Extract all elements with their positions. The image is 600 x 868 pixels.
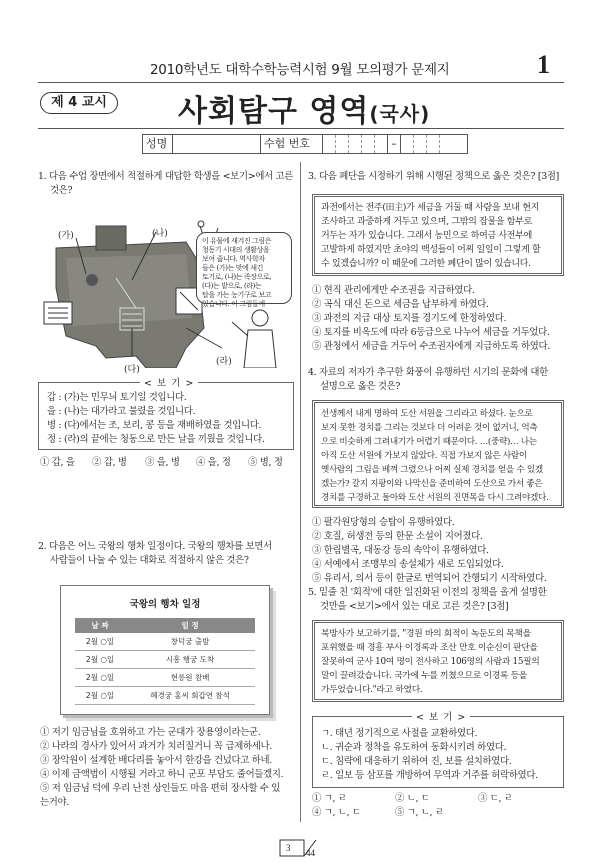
- q5-stem: [308, 586, 546, 614]
- passage-line: 과전에서는 전주(田主)가 세금을 거둘 때 사람을 보내 현지: [321, 203, 540, 213]
- name-label: 성명: [143, 135, 173, 153]
- schedule-event: 창덕궁 출발: [125, 633, 255, 651]
- bogi-item: 정 : (라)의 끝에는 청동으로 만든 날을 끼웠을 것입니다.: [47, 434, 265, 445]
- q4-stem-line: 설명으로 옳은 것은?: [320, 381, 401, 392]
- q5-option-1[interactable]: ① ㄱ, ㄹ: [312, 793, 347, 804]
- bubble-line: 청동기 시대의 생활상을: [202, 246, 270, 254]
- schedule-header-date: 날 짜: [75, 618, 125, 633]
- table-row: [75, 651, 255, 669]
- bubble-line: 탑을 가는 농기구로 보고: [202, 291, 272, 299]
- q3-stem-line: 3. 다음 폐단을 시정하기 위해 시행된 정책으로 옳은 것은? [3점]: [308, 171, 559, 182]
- bubble-line: (다)는 밭으로, (라)는: [202, 282, 262, 290]
- table-row: [75, 687, 255, 705]
- table-row: [75, 669, 255, 687]
- bogi-item: 병 : (다)에서는 조, 보리, 콩 등을 재배하였을 것입니다.: [47, 420, 262, 431]
- q4-stem: [308, 366, 548, 394]
- q1-bogi-box: [38, 382, 294, 450]
- bogi-item: ㄹ. 일보 등 삼포를 개방하여 무역과 거주를 허락하였다.: [321, 770, 538, 781]
- passage-line: 조사하고 과중하게 거두고 있으며, 그밖의 잡물을 함부로: [321, 217, 532, 227]
- q5-option-5[interactable]: ⑤ ㄱ, ㄴ, ㄹ: [395, 807, 444, 818]
- royal-schedule-card: [60, 585, 270, 715]
- passage-line: 경치를 구경하고 돌아와 도산 서원의 진면목을 다시 그려야겠다.: [321, 493, 549, 503]
- id-digit-slot[interactable]: [323, 135, 336, 153]
- q5-passage-box: [312, 620, 564, 702]
- q3-options: [312, 284, 550, 354]
- name-field[interactable]: [173, 135, 261, 153]
- subject-main: 사회탐구 영역: [178, 94, 370, 129]
- id-digit-slot[interactable]: [401, 135, 414, 153]
- bogi-item: ㄴ. 귀순과 정착을 유도하여 동화시키려 하였다.: [321, 742, 507, 753]
- q3-option-5[interactable]: ⑤ 관청에서 세금을 거두어 수조권자에게 지급하도록 하였다.: [312, 341, 550, 352]
- q1-option-3[interactable]: ③ 을, 병: [145, 457, 180, 468]
- page-number: 1: [537, 50, 550, 79]
- q2-option-3[interactable]: ③ 장악원이 설계한 배다리를 놓아서 한강을 건넜다고 하네.: [40, 755, 272, 766]
- id-digit-slot[interactable]: [336, 135, 349, 153]
- q4-stem-line: 4. 자료의 저자가 추구한 화풍이 유행하던 시기의 문화에 대한: [308, 367, 548, 378]
- q5-bogi-title: < 보 기 >: [412, 709, 470, 723]
- passage-line: 거두는 자가 있습니다. 그래서 농민으로 하여금 사전부에: [321, 231, 532, 241]
- schedule-date: 2월 ○일: [75, 651, 125, 669]
- bogi-item: 을 : (나)는 대가라고 불렸을 것입니다.: [47, 406, 196, 417]
- passage-line: 잘못하여 군사 10여 명이 전사하고 106명의 사람과 15필의: [321, 657, 540, 667]
- bogi-item: ㄱ. 태년 정기적으로 사절을 교환하였다.: [321, 728, 478, 739]
- q5-option-3[interactable]: ③ ㄷ, ㄹ: [478, 793, 513, 804]
- exam-title: 2010학년도 대학수학능력시험 9월 모의평가 문제지: [150, 62, 450, 78]
- schedule-date: 2월 ○일: [75, 669, 125, 687]
- label-ra: (라): [216, 357, 232, 367]
- id-label: 수험 번호: [261, 135, 323, 153]
- q2-option-1[interactable]: ① 저기 임금님을 호위하고 가는 군대가 장용영이라는군.: [40, 727, 261, 738]
- bubble-line: 들은 (가)는 맞에 새긴: [202, 264, 264, 272]
- q1-option-2[interactable]: ② 갑, 병: [92, 457, 127, 468]
- passage-line: 수 있겠습니까? 이 때문에 그러한 폐단이 많이 있습니다.: [321, 259, 531, 269]
- schedule-table: [75, 618, 255, 705]
- q4-option-3[interactable]: ③ 한림별곡, 대동강 등의 속악이 유행하였다.: [312, 545, 489, 556]
- schedule-date: 2월 ○일: [75, 633, 125, 651]
- q1-stem-line: 것은?: [50, 185, 73, 196]
- passage-line: 보지 못한 경치를 그리는 것보다 더 어려운 것이 없거니, 억측: [321, 423, 538, 433]
- q5-bogi-box: [312, 716, 564, 788]
- q4-passage-box: [312, 400, 564, 508]
- schedule-date: 2월 ○일: [75, 687, 125, 705]
- id-digit-slot[interactable]: [427, 135, 440, 153]
- schedule-header-event: 일 정: [125, 618, 255, 633]
- q2-stem-line: 2. 다음은 어느 국왕의 행차 일정이다. 국왕의 행차를 보면서: [38, 541, 272, 552]
- passage-line: 말이 끌려갔습니다. 국가에 누를 끼쳤으므로 이경록 등을: [321, 671, 528, 681]
- session-badge: 제 4 교시: [40, 92, 118, 114]
- teacher-speech-bubble: [196, 232, 292, 308]
- q1-stem: [38, 170, 296, 198]
- passage-line: 선생께서 내게 명하여 도산 서원을 그리라고 하셨다. 눈으로: [321, 409, 533, 419]
- passage-line: 아직 도산 서원에 가보지 않았다. 직접 가보지 않은 사람이: [321, 451, 527, 461]
- bogi-item: ㄷ. 침략에 대응하기 위하여 진, 보를 설치하였다.: [321, 756, 512, 767]
- q5-stem-line: 5. 밑줄 친 '회적'에 대한 일진화된 이전의 정책을 올게 설명한: [308, 587, 547, 598]
- id-digit-slot[interactable]: [440, 135, 453, 153]
- q3-option-2[interactable]: ② 곡식 대신 돈으로 세금을 납부하게 하였다.: [312, 299, 489, 310]
- q3-option-4[interactable]: ④ 토지를 비옥도에 따라 6등급으로 나누어 세금을 거두었다.: [312, 327, 550, 338]
- q1-stem-line: 1. 다음 수업 장면에서 적절하게 대답한 학생을 <보기>에서 고른: [38, 171, 294, 182]
- passage-line: 겠는가? 갈지 지팡이와 나막신을 준비하여 도산으로 가서 좋은: [321, 479, 543, 489]
- q2-option-2[interactable]: ② 나라의 경사가 있어서 과거가 치러질거니 꼭 급제하세나.: [40, 741, 272, 752]
- header-rule: [38, 128, 564, 129]
- id-digit-slot[interactable]: [349, 135, 362, 153]
- passage-line: 포위했을 때 경흥 부사 이경록과 조산 만호 이순신이 판단을: [321, 643, 538, 653]
- q3-stem: [308, 170, 559, 184]
- id-digit-slot[interactable]: [362, 135, 375, 153]
- passage-line: 북방사가 보고하기를, "경원 바의 회적이 녹둔도의 목책을: [321, 629, 531, 639]
- q4-option-5[interactable]: ⑤ 유리서, 의서 등이 한글로 번역되어 간행되기 시작하였다.: [312, 573, 547, 584]
- q1-option-1[interactable]: ① 갑, 을: [40, 457, 75, 468]
- q1-option-4[interactable]: ④ 을, 정: [196, 457, 231, 468]
- q4-options: [312, 516, 547, 586]
- passage-line: 고발하게 하였지만 초야의 백성들이 어찌 일일이 그렇게 할: [321, 245, 541, 255]
- q3-option-1[interactable]: ① 현직 관리에게만 수조권을 지급하였다.: [312, 285, 475, 296]
- bubble-line: 보여 줍니다. 역사학자: [202, 255, 265, 263]
- schedule-event: 현릉원 참배: [125, 669, 255, 687]
- q2-stem-line: 사람들이 나눌 수 있는 대화로 적절하지 않은 것은?: [50, 555, 249, 566]
- q2-option-5-cont: 는거야.: [40, 797, 69, 808]
- bogi-item: 갑 : (가)는 민무늬 토기일 것입니다.: [47, 392, 187, 403]
- schedule-title: 국왕의 행차 일정: [129, 599, 201, 610]
- label-da: (다): [124, 365, 140, 375]
- q2-option-4[interactable]: ④ 이제 금액법이 시행될 거라고 하니 군포 부담도 줄어들겠지.: [40, 769, 284, 780]
- q3-option-3[interactable]: ③ 과전의 지급 대상 토지를 경기도에 한정하였다.: [312, 313, 507, 324]
- page-indicator: [260, 838, 340, 860]
- q4-option-2[interactable]: ② 호질, 허생전 등의 한문 소설이 지어졌다.: [312, 531, 483, 542]
- q5-option-4[interactable]: ④ ㄱ, ㄴ, ㄷ: [312, 807, 361, 818]
- q4-option-4[interactable]: ④ 서예에서 조맹부의 송설체가 새로 도입되었다.: [312, 559, 504, 570]
- bubble-line: 있습니다. 이 그림들에: [202, 300, 265, 308]
- label-ga: (가): [58, 231, 74, 241]
- q3-passage-box: [312, 194, 564, 276]
- q2-options: [40, 726, 283, 810]
- id-hyphen: –: [388, 135, 401, 153]
- q2-option-5[interactable]: ⑤ 저 임금님 덕에 우리 난전 상인들도 마음 편히 장사할 수 있: [40, 783, 280, 794]
- q5-option-2[interactable]: ② ㄴ, ㄷ: [395, 793, 430, 804]
- name-id-box: [142, 134, 468, 154]
- label-na: (나): [152, 229, 168, 239]
- q1-option-5[interactable]: ⑤ 병, 정: [248, 457, 283, 468]
- subject-sub: (국사): [369, 102, 431, 126]
- bubble-line: 토기로, (나)는 족장으로,: [202, 273, 272, 281]
- schedule-event: 혜경궁 홍씨 회갑연 참석: [125, 687, 255, 705]
- passage-line: 옛사람의 그림을 베껴 그렸으나 어찌 실제 경치를 얻을 수 있겠: [321, 465, 543, 475]
- q1-bogi-title: < 보 기 >: [140, 375, 198, 389]
- q5-stem-line: 것만을 <보기>에서 있는 대로 고른 것은? [3점]: [320, 601, 509, 612]
- subject-title: [178, 86, 430, 130]
- passage-line: 가두었습니다."라고 하였다.: [321, 685, 423, 695]
- table-row: [75, 633, 255, 651]
- q4-option-1[interactable]: ① 팔각원당형의 승탑이 유행하였다.: [312, 517, 455, 528]
- id-digit-slot[interactable]: [375, 135, 388, 153]
- bubble-line: 이 유물에 새겨진 그림은: [202, 237, 272, 245]
- id-digit-slot[interactable]: [414, 135, 427, 153]
- q2-stem: [38, 540, 296, 568]
- column-divider: [300, 162, 301, 822]
- passage-line: 으로 비슷하게 그려내기가 어렵기 때문이다. …(중략)… 나는: [321, 437, 537, 447]
- footer-page-total: 44: [306, 848, 315, 858]
- schedule-event: 시흥 행궁 도착: [125, 651, 255, 669]
- footer-page-current: 3: [286, 843, 291, 853]
- header-rule: [38, 82, 564, 83]
